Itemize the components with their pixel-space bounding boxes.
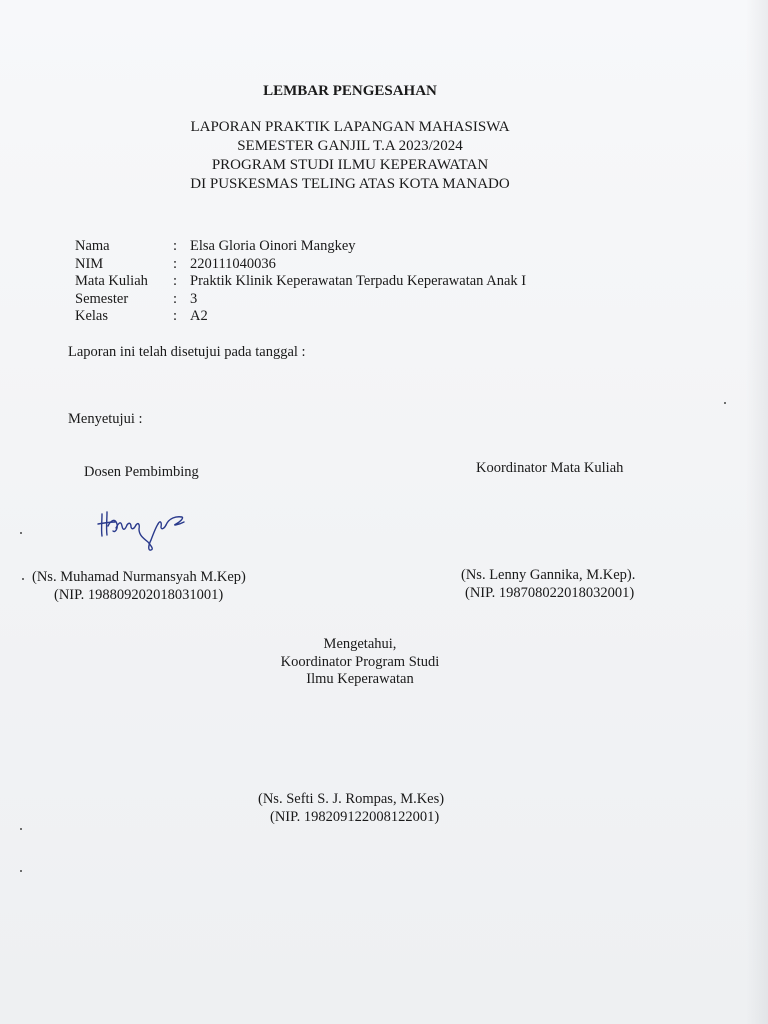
- info-colon: :: [173, 238, 178, 254]
- mengetahui-line: Ilmu Keperawatan: [306, 671, 414, 687]
- heading-line: DI PUSKESMAS TELING ATAS KOTA MANADO: [190, 176, 510, 192]
- info-colon: :: [173, 255, 178, 272]
- heading-line: PROGRAM STUDI ILMU KEPERAWATAN: [211, 157, 489, 173]
- right-signatory-nip: (NIP. 198708022018032001): [465, 585, 635, 601]
- right-signatory-name: (Ns. Lenny Gannika, M.Kep).: [461, 567, 636, 583]
- info-value: Elsa Gloria Oinori Mangkey: [190, 238, 356, 254]
- mengetahui-line: Koordinator Program Studi: [280, 653, 440, 670]
- left-signatory-role: Dosen Pembimbing: [84, 464, 199, 480]
- bottom-signatory-block: [258, 790, 444, 826]
- info-colon: :: [173, 273, 178, 289]
- bottom-signatory-name: (Ns. Sefti S. J. Rompas, M.Kes): [258, 791, 445, 807]
- info-row-mata-kuliah: [75, 273, 526, 291]
- left-signatory-nip: (NIP. 198809202018031001): [54, 587, 224, 603]
- report-heading: [0, 118, 700, 194]
- approval-date-line: Laporan ini telah disetujui pada tanggal :: [68, 344, 306, 360]
- menyetujui-label: Menyetujui :: [68, 411, 143, 427]
- bottom-signatory-nip: (NIP. 198209122008122001): [270, 809, 440, 825]
- heading-line: SEMESTER GANJIL T.A 2023/2024: [237, 138, 463, 154]
- scan-speck: [20, 870, 22, 872]
- info-row-semester: [75, 291, 526, 309]
- scan-speck: [724, 402, 726, 404]
- info-row-nama: [75, 238, 526, 256]
- info-value: A2: [190, 308, 208, 324]
- info-value: 220111040036: [190, 255, 276, 272]
- info-label: Mata Kuliah: [75, 273, 148, 289]
- scan-speck: [22, 578, 24, 580]
- info-label: Semester: [75, 290, 129, 307]
- info-label: NIM: [75, 255, 104, 272]
- right-signatory-role: Koordinator Mata Kuliah: [476, 460, 624, 476]
- info-colon: :: [173, 290, 178, 307]
- scan-speck: [20, 532, 22, 534]
- info-value: 3: [190, 290, 198, 307]
- student-info-table: [75, 238, 526, 326]
- info-label: Nama: [75, 238, 110, 254]
- left-signatory-block: [32, 568, 246, 604]
- right-signatory-block: [461, 566, 635, 602]
- page-edge-shadow: [746, 0, 768, 1024]
- scan-speck: [20, 828, 22, 830]
- document-title: LEMBAR PENGESAHAN: [263, 83, 437, 99]
- left-signatory-name: (Ns. Muhamad Nurmansyah M.Kep): [32, 569, 246, 585]
- info-row-kelas: [75, 308, 526, 326]
- info-colon: :: [173, 308, 178, 324]
- mengetahui-line: Mengetahui,: [323, 636, 397, 652]
- mengetahui-block: [0, 636, 720, 689]
- info-value: Praktik Klinik Keperawatan Terpadu Keperawatan Anak I: [190, 273, 527, 289]
- heading-line: LAPORAN PRAKTIK LAPANGAN MAHASISWA: [190, 119, 510, 135]
- handwritten-signature: [96, 502, 192, 552]
- info-row-nim: [75, 256, 526, 274]
- info-label: Kelas: [75, 308, 109, 324]
